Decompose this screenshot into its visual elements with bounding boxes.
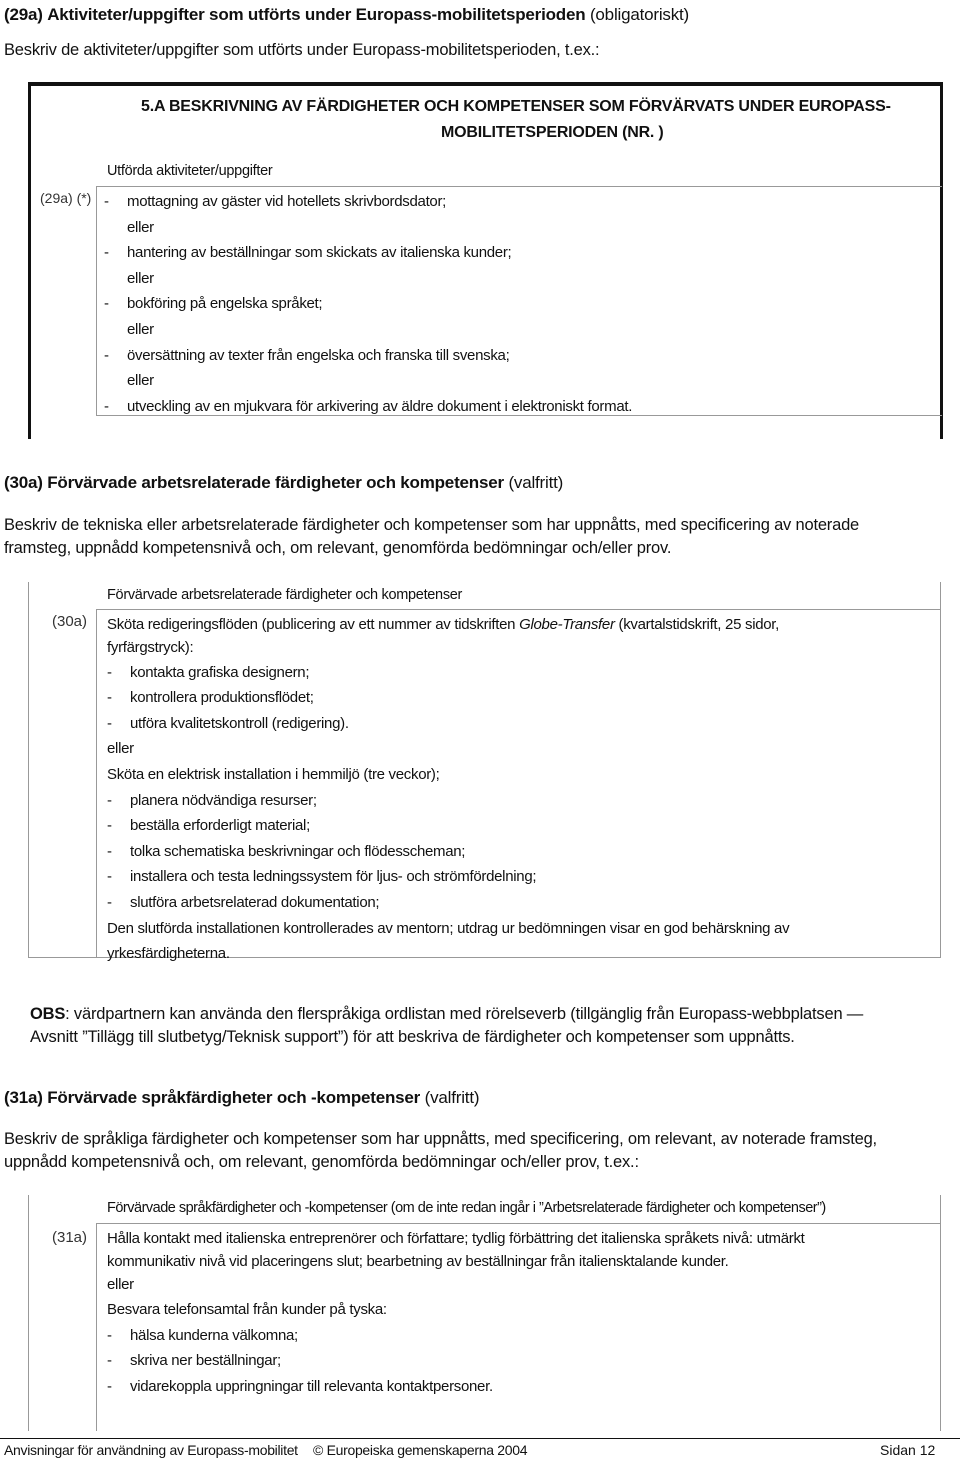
skills-item: - utföra kvalitetskontroll (redigering). bbox=[107, 714, 349, 732]
field-label-activities: Utförda aktiviteter/uppgifter bbox=[107, 163, 273, 179]
section-29a-heading-tail: (obligatoriskt) bbox=[589, 5, 690, 24]
activity-item: - bokföring på engelska språket; bbox=[104, 295, 323, 313]
form-frame-left-rule bbox=[28, 82, 31, 439]
obs-text-cont: Avsnitt ”Tillägg till slutbetyg/Teknisk support”) för att beskriva de färdigheter och kompetenser som uppnåtts. bbox=[30, 1028, 795, 1046]
section-31a-heading-tail: (valfritt) bbox=[424, 1088, 480, 1107]
section-30a-instruction bbox=[4, 514, 859, 560]
form-title-line-2: MOBILITETSPERIODEN (NR. ) bbox=[441, 124, 664, 141]
form-title-line-1: 5.A BESKRIVNING AV FÄRDIGHETER OCH KOMPETENSER SOM FÖRVÄRVATS UNDER EUROPASS- bbox=[141, 98, 891, 115]
skills-field-top bbox=[96, 609, 941, 610]
or-separator: eller bbox=[107, 1275, 134, 1293]
footer-page-number: Sidan 12 bbox=[880, 1442, 936, 1458]
work-skills-content bbox=[107, 612, 789, 967]
language-skills-content bbox=[107, 1226, 805, 1400]
section-29a-heading bbox=[4, 5, 689, 25]
instruction-line: framsteg, uppnådd kompetensnivå och, om relevant, genomförda bedömningar och/eller prov. bbox=[4, 539, 672, 557]
section-31a-heading bbox=[4, 1088, 479, 1108]
language-item: - vidarekoppla uppringningar till relevanta kontaktpersoner. bbox=[107, 1377, 493, 1395]
skills-item: - planera nödvändiga resurser; bbox=[107, 791, 317, 809]
skills-frame-left bbox=[28, 582, 29, 958]
skills-field-left bbox=[96, 609, 97, 957]
field-label-language-skills: Förvärvade språkfärdigheter och -kompetenser (om de inte redan ingår i ”Arbetsrelaterade färdigheter och kompetenser”) bbox=[107, 1200, 826, 1216]
section-29a-instruction: Beskriv de aktiviteter/uppgifter som utförts under Europass-mobilitetsperioden, t.ex.: bbox=[4, 41, 600, 59]
skills-item: - slutföra arbetsrelaterad dokumentation; bbox=[107, 893, 380, 911]
or-separator: eller bbox=[107, 740, 134, 758]
activity-item: - hantering av beställningar som skickats av italienska kunder; bbox=[104, 244, 512, 262]
language-frame-left bbox=[28, 1195, 29, 1431]
language-field-top bbox=[96, 1223, 941, 1224]
activity-item: - mottagning av gäster vid hotellets skrivbordsdator; bbox=[104, 193, 447, 210]
language-item: - hälsa kunderna välkomna; bbox=[107, 1326, 298, 1344]
language-text: Hålla kontakt med italienska entreprenörer och författare; tydlig förbättring det italienska språkets nivå: utmärkt bbox=[107, 1230, 805, 1247]
skills-item: - beställa erforderligt material; bbox=[107, 817, 310, 835]
section-30a-heading-title: (30a) Förvärvade arbetsrelaterade färdigheter och kompetenser bbox=[4, 473, 504, 492]
language-item: - skriva ner beställningar; bbox=[107, 1352, 281, 1370]
skills-intro-2: Sköta en elektrisk installation i hemmiljö (tre veckor); bbox=[107, 765, 440, 783]
obs-note bbox=[30, 1003, 863, 1049]
skills-closing: Den slutförda installationen kontrollerades av mentorn; utdrag ur bedömningen visar en god behärskning av bbox=[107, 919, 790, 937]
skills-intro-cont: fyrfärgstryck): bbox=[107, 638, 194, 656]
or-separator: eller bbox=[127, 218, 154, 236]
obs-label: OBS bbox=[30, 1005, 66, 1023]
skills-item: - kontrollera produktionsflödet; bbox=[107, 689, 314, 707]
form-frame-right-rule bbox=[940, 82, 943, 439]
skills-frame-right bbox=[940, 582, 941, 958]
row-label-30a: (30a) bbox=[52, 613, 88, 630]
section-29a-heading-num: (29a) bbox=[4, 5, 43, 24]
section-30a-heading-tail: (valfritt) bbox=[508, 473, 564, 492]
form-frame-top-rule bbox=[30, 82, 943, 86]
obs-text: : värdpartnern kan använda den flerspråkiga ordlistan med rörelseverb (tillgänglig från Europass-webbplatsen — bbox=[65, 1005, 864, 1023]
skills-closing: yrkesfärdigheterna. bbox=[107, 945, 230, 963]
instruction-line: Beskriv de språkliga färdigheter och kompetenser som har uppnåtts, med specificering, om relevant, av noterade framsteg, bbox=[4, 1130, 877, 1148]
row-label-29a: (29a) (*) bbox=[40, 190, 92, 206]
or-separator: eller bbox=[127, 320, 154, 338]
section-31a-heading-title: (31a) Förvärvade språkfärdigheter och -kompetenser bbox=[4, 1088, 421, 1107]
activities-list bbox=[104, 189, 632, 419]
footer-rule bbox=[0, 1438, 960, 1439]
footer-doc-title: Anvisningar för användning av Europass-mobilitet bbox=[4, 1442, 298, 1458]
form-title bbox=[141, 94, 891, 146]
footer-copyright: © Europeiska gemenskaperna 2004 bbox=[312, 1442, 528, 1458]
skills-intro: Sköta redigeringsflöden (publicering av ett nummer av tidskriften Globe-Transfer (kvartalstidskrift, 25 sidor, bbox=[107, 616, 780, 633]
language-text: kommunikativ nivå vid placeringens slut; bearbetning av beställningar från italiensktalande kunder. bbox=[107, 1252, 729, 1270]
skills-item: - kontakta grafiska designern; bbox=[107, 663, 310, 681]
activity-item: - översättning av texter från engelska och franska till svenska; bbox=[104, 346, 510, 364]
or-separator: eller bbox=[127, 269, 154, 287]
language-intro-2: Besvara telefonsamtal från kunder på tyska: bbox=[107, 1301, 387, 1319]
language-frame-right bbox=[940, 1195, 941, 1431]
skills-item: - installera och testa ledningssystem för ljus- och strömfördelning; bbox=[107, 868, 537, 886]
section-30a-heading bbox=[4, 473, 563, 493]
language-field-left bbox=[96, 1223, 97, 1431]
field-box-top bbox=[96, 186, 942, 187]
skills-item: - tolka schematiska beskrivningar och flödesscheman; bbox=[107, 842, 466, 860]
instruction-line: uppnådd kompetensnivå och, om relevant, genomförda bedömningar och/eller prov, t.ex.: bbox=[4, 1153, 639, 1171]
instruction-line: Beskriv de tekniska eller arbetsrelaterade färdigheter och kompetenser som har uppnåtts, med specificering av noterade bbox=[4, 516, 860, 534]
row-label-31a: (31a) bbox=[52, 1229, 88, 1246]
or-separator: eller bbox=[127, 372, 154, 390]
field-label-work-skills: Förvärvade arbetsrelaterade färdigheter och kompetenser bbox=[107, 587, 463, 603]
section-29a-heading-title: Aktiviteter/uppgifter som utförts under Europass-mobilitetsperioden bbox=[47, 5, 586, 24]
footer-left bbox=[4, 1442, 527, 1458]
field-box-left bbox=[96, 186, 97, 416]
section-31a-instruction bbox=[4, 1128, 877, 1174]
activity-item: - utveckling av en mjukvara för arkivering av äldre dokument i elektroniskt format. bbox=[104, 397, 633, 415]
